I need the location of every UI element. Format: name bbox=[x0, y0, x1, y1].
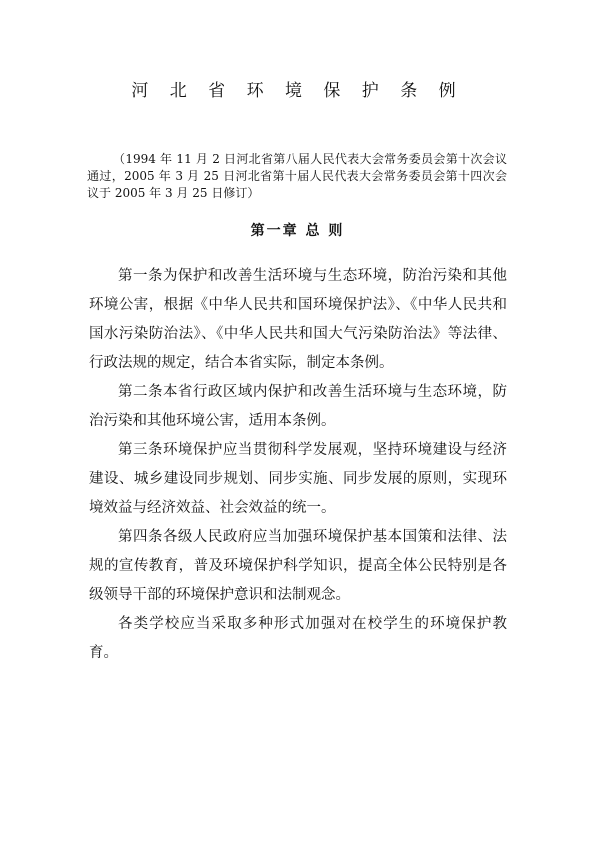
article-4-paragraph: 第四条各级人民政府应当加强环境保护基本国策和法律、法规的宣传教育，普及环境保护科学知识，提高全体公民特别是各级领导干部的环境保护意识和法制观念。 bbox=[89, 529, 507, 603]
adoption-note: （1994 年 11 月 2 日河北省第八届人民代表大会常务委员会第十次会议通过，2005 年 3 月 25 日河北省第十届人民代表大会常务委员会第十四次会议于 2005 年 3 月 25 日修订） bbox=[87, 152, 507, 200]
article-2-paragraph: 第二条本省行政区域内保护和改善生活环境与生态环境，防治污染和其他环境公害，适用本条例。 bbox=[89, 384, 507, 429]
article-4-subparagraph: 各类学校应当采取多种形式加强对在校学生的环境保护教育。 bbox=[89, 616, 507, 661]
chapter-heading: 第一章 总 则 bbox=[250, 223, 345, 239]
article-3-paragraph: 第三条环境保护应当贯彻科学发展观，坚持环境建设与经济建设、城乡建设同步规划、同步实施、同步发展的原则，实现环境效益与经济效益、社会效益的统一。 bbox=[89, 442, 507, 516]
article-body bbox=[89, 262, 507, 668]
article-1-paragraph: 第一条为保护和改善生活环境与生态环境，防治污染和其他环境公害，根据《中华人民共和国环境保护法》、《中华人民共和国水污染防治法》、《中华人民共和国大气污染防治法》等法律、行政法规的规定，结合本省实际，制定本条例。 bbox=[89, 268, 507, 371]
document-title: 河 北 省 环 境 保 护 条 例 bbox=[131, 81, 464, 101]
